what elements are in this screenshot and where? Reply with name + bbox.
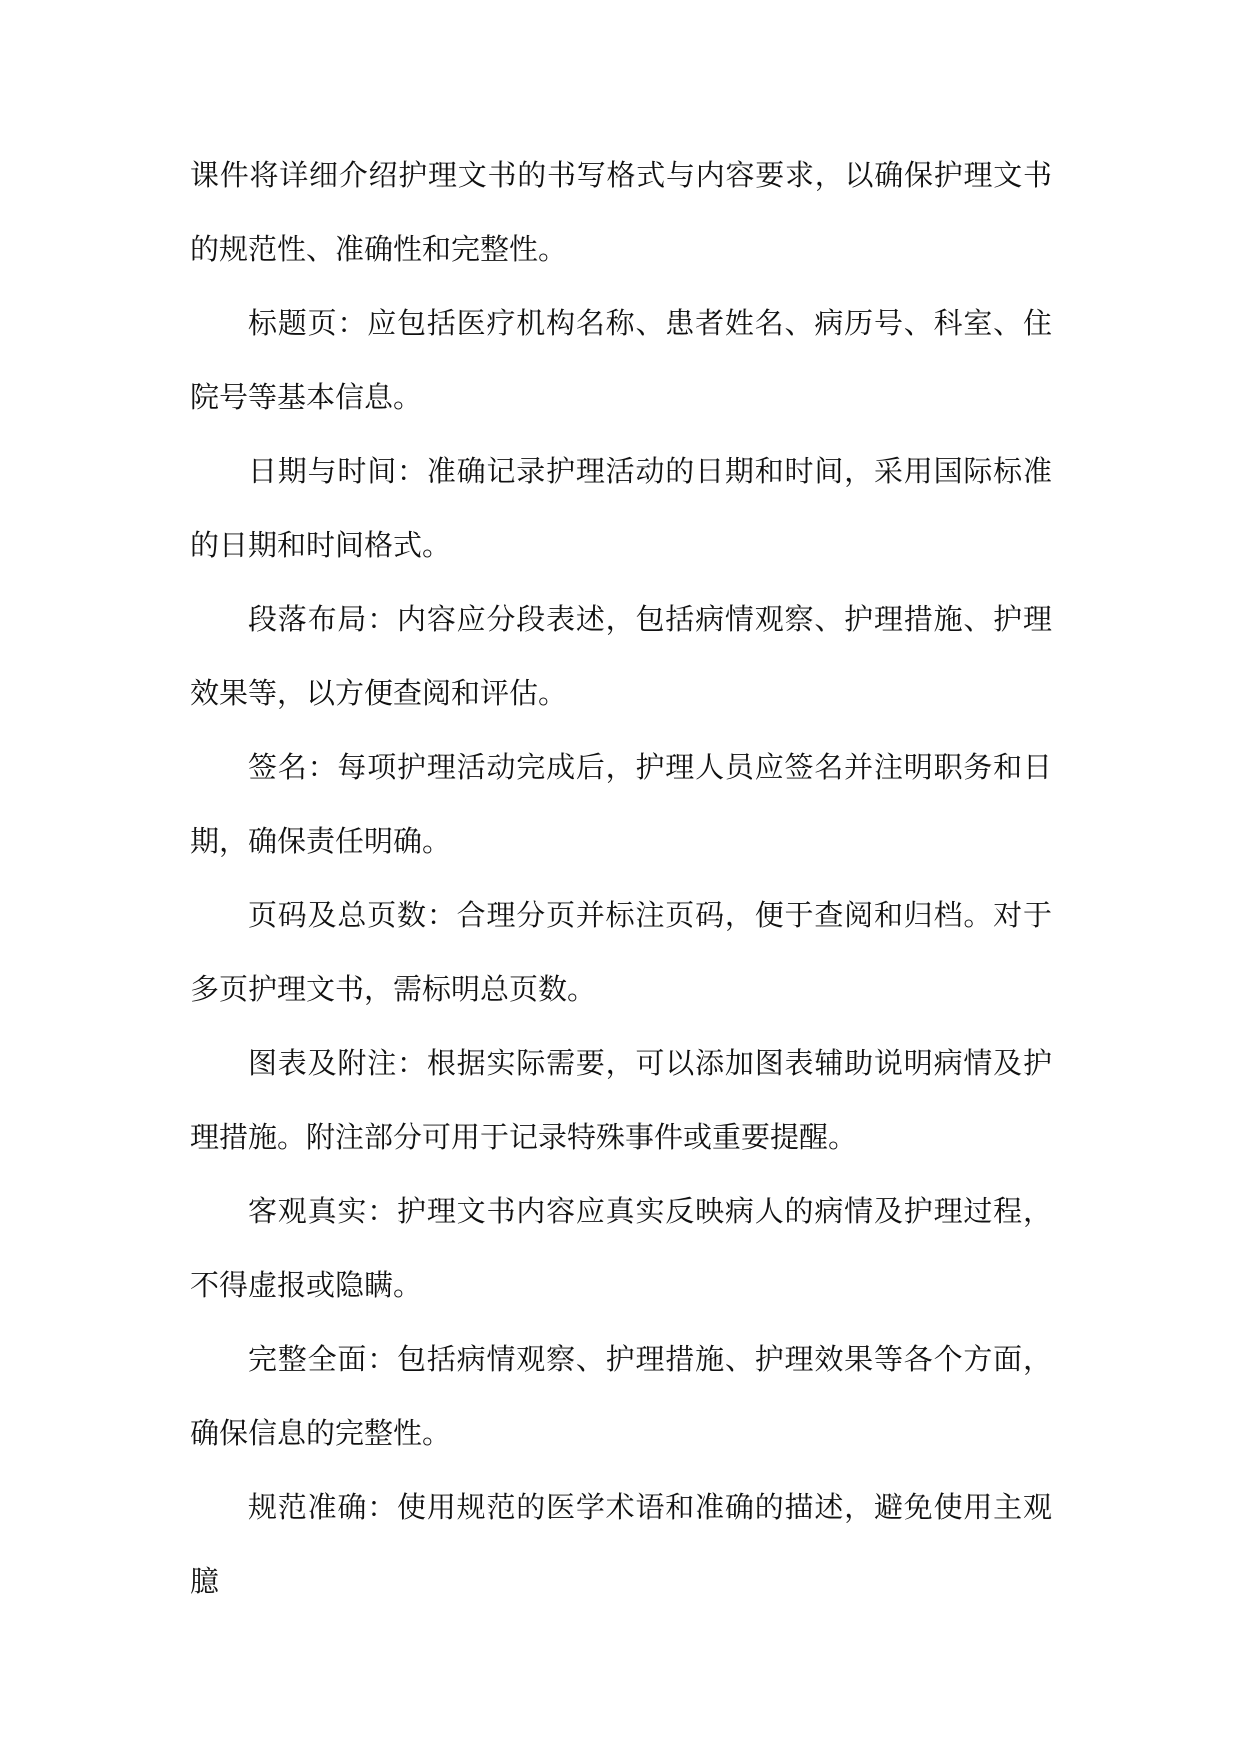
paragraph-page-numbers: 页码及总页数：合理分页并标注页码，便于查阅和归档。对于多页护理文书，需标明总页数。 bbox=[190, 898, 1052, 1006]
paragraph-signature: 签名：每项护理活动完成后，护理人员应签名并注明职务和日期，确保责任明确。 bbox=[190, 750, 1052, 858]
paragraph-objective: 客观真实：护理文书内容应真实反映病人的病情及护理过程，不得虚报或隐瞒。 bbox=[190, 1194, 1052, 1302]
paragraph-complete: 完整全面：包括病情观察、护理措施、护理效果等各个方面，确保信息的完整性。 bbox=[190, 1342, 1052, 1450]
paragraph-intro: 课件将详细介绍护理文书的书写格式与内容要求，以确保护理文书的规范性、准确性和完整性。 bbox=[190, 158, 1052, 266]
paragraph-date-time: 日期与时间：准确记录护理活动的日期和时间，采用国际标准的日期和时间格式。 bbox=[190, 454, 1052, 562]
paragraph-title-page: 标题页：应包括医疗机构名称、患者姓名、病历号、科室、住院号等基本信息。 bbox=[190, 306, 1052, 414]
paragraph-standard: 规范准确：使用规范的医学术语和准确的描述，避免使用主观臆 bbox=[190, 1490, 1052, 1598]
document-body bbox=[190, 138, 1052, 1618]
paragraph-charts-notes: 图表及附注：根据实际需要，可以添加图表辅助说明病情及护理措施。附注部分可用于记录特殊事件或重要提醒。 bbox=[190, 1046, 1052, 1154]
paragraph-layout: 段落布局：内容应分段表述，包括病情观察、护理措施、护理效果等，以方便查阅和评估。 bbox=[190, 602, 1052, 710]
